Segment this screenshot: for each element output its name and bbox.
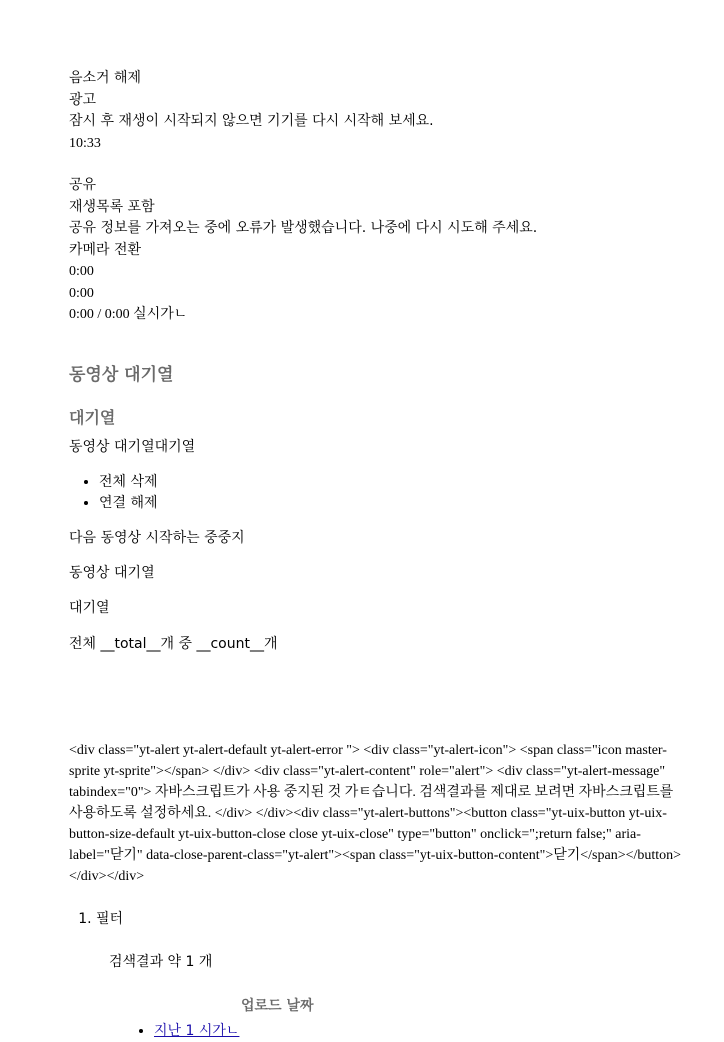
last-hour-link[interactable]: 지난 1 시가ㄴ <box>154 1022 240 1039</box>
next-video-stop-text: 다음 동영상 시작하는 중중지 <box>69 529 245 546</box>
time-readout-2: 0:00 <box>69 285 94 301</box>
video-queue-label: 동영상 대기열 <box>69 564 155 581</box>
video-queue-heading: 동영상 대기열 <box>69 364 174 385</box>
queue-count-text: 전체 __total__개 중 __count__개 <box>69 635 278 652</box>
disconnect-action[interactable]: • 연결 해제 <box>99 493 684 514</box>
switch-camera-label: 카메라 전환 <box>69 241 142 258</box>
queue-heading: 대기열 <box>69 407 116 427</box>
unmute-text: 음소거 해제 <box>69 70 142 86</box>
search-result-count: 검색결과 약 1 개 <box>109 953 213 970</box>
clear-all-action[interactable]: • 전체 삭제 <box>99 472 684 493</box>
js-disabled-alert-code: <div class="yt-alert yt-alert-default yt-alert-error "> <div class="yt-alert-icon"> <span class="icon master-sprite yt-sprite"></span> </div> <div class="yt-alert-content" role="alert"> <div class="yt-alert-message" tabindex="0"> 자바스크립트가 사용 중지된 것 가ㅌ습니다. 검색결과를 제대로 보려면 자바스크립트를 사용하도록 설정하세요. </div> </div><div class="yt-alert-buttons"><button class="yt-uix-button yt-uix-button-size-default yt-uix-button-close close yt-uix-close" type="button" onclick=";return false;" aria-label="닫기" data-close-parent-class="yt-alert"><span class="yt-uix-button-content">닫기</span></button></div></div> <box>69 742 682 884</box>
restart-hint: 잠시 후 재생이 시작되지 않으면 기기를 다시 시작해 보세요. <box>69 113 434 129</box>
time-readout-live: 0:00 / 0:00 실시가ㄴ <box>69 307 188 322</box>
share-error-message: 공유 정보를 가져오는 중에 오류가 발생했습니다. 나중에 다시 시도해 주세요. <box>69 220 538 236</box>
filters-list <box>69 909 684 930</box>
upload-date-heading: 업로드 날짜 <box>241 997 314 1014</box>
queue-label: 대기열 <box>69 599 110 616</box>
queue-label-line: 동영상 대기열대기열 <box>69 438 196 455</box>
ad-label: 광고 <box>69 91 97 108</box>
filter-item[interactable]: 1. 필터 <box>96 909 684 930</box>
include-playlist-label: 재생목록 포함 <box>69 198 155 215</box>
share-label: 공유 <box>69 177 97 193</box>
queue-actions-list <box>69 472 684 514</box>
time-readout-1: 0:00 <box>69 264 94 279</box>
video-duration: 10:33 <box>69 135 101 151</box>
